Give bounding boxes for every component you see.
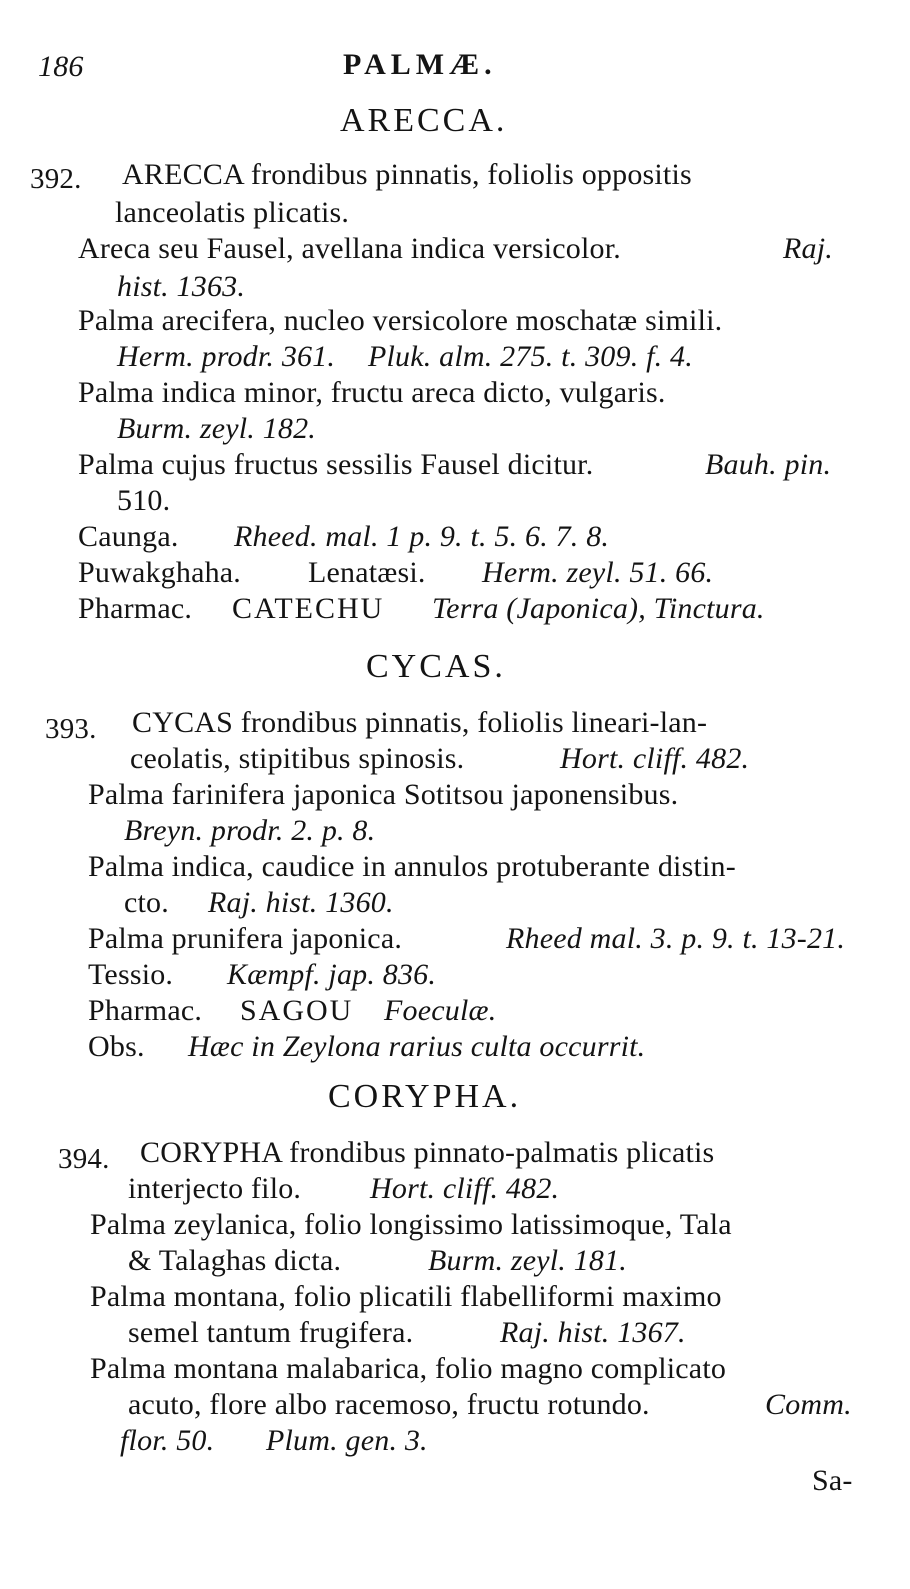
synonym-line: Palma zeylanica, folio longissimo latissimoque, Tala xyxy=(90,1208,732,1241)
reference: Hort. cliff. 482. xyxy=(370,1172,560,1205)
synonym-line: Palma montana, folio plicatili flabelliformi maximo xyxy=(90,1280,722,1313)
synonym-line: Lenatæsi. xyxy=(308,556,426,589)
synonym-line: Tessio. xyxy=(88,958,174,991)
synonym-line: & Talaghas dicta. xyxy=(128,1244,342,1277)
reference: Rheed mal. 3. p. 9. t. 13-21. xyxy=(506,922,846,955)
running-title: PALMÆ. xyxy=(343,48,497,81)
observation-text: Hæc in Zeylona rarius culta occurrit. xyxy=(188,1030,646,1063)
reference: 510. xyxy=(117,484,171,517)
reference: Kæmpf. jap. 836. xyxy=(227,958,437,991)
diagnosis-line: lanceolatis plicatis. xyxy=(115,196,350,229)
reference: hist. 1363. xyxy=(117,270,246,303)
reference: Rheed. mal. 1 p. 9. t. 5. 6. 7. 8. xyxy=(234,520,610,553)
reference: flor. 50. xyxy=(120,1424,215,1457)
genus-heading-arecca: ARECCA. xyxy=(340,102,508,139)
diagnosis-line: CYCAS frondibus pinnatis, foliolis lineari-lan- xyxy=(132,706,708,739)
diagnosis-line: ceolatis, stipitibus spinosis. xyxy=(130,742,465,775)
reference: Raj. hist. 1360. xyxy=(208,886,394,919)
reference: Burm. zeyl. 182. xyxy=(117,412,317,445)
synonym-line: Puwakghaha. xyxy=(78,556,241,589)
drug-forms: Foeculæ. xyxy=(384,994,497,1027)
synonym-line: Palma montana malabarica, folio magno complicato xyxy=(90,1352,727,1385)
synonym-line: Palma cujus fructus sessilis Fausel dicitur. xyxy=(78,448,594,481)
drug-name: CATECHU xyxy=(232,592,385,625)
pharmacy-label: Pharmac. xyxy=(88,994,203,1027)
reference: Herm. zeyl. 51. 66. xyxy=(482,556,714,589)
reference: Raj. xyxy=(783,232,833,265)
synonym-line: Palma arecifera, nucleo versicolore moschatæ simili. xyxy=(78,304,723,337)
reference: Raj. hist. 1367. xyxy=(500,1316,686,1349)
page-number: 186 xyxy=(38,50,84,83)
reference: Pluk. alm. 275. t. 309. f. 4. xyxy=(368,340,693,373)
diagnosis-line: ARECCA frondibus pinnatis, foliolis oppositis xyxy=(122,158,692,191)
diagnosis-line: interjecto filo. xyxy=(128,1172,302,1205)
reference: Herm. prodr. 361. xyxy=(117,340,336,373)
entry-number: 393. xyxy=(45,713,97,745)
synonym-line: semel tantum frugifera. xyxy=(128,1316,414,1349)
synonym-line: Areca seu Fausel, avellana indica versicolor. xyxy=(78,232,621,265)
entry-number: 392. xyxy=(30,163,82,195)
observation-label: Obs. xyxy=(88,1030,145,1063)
genus-heading-cycas: CYCAS. xyxy=(366,648,506,685)
synonym-line: Palma farinifera japonica Sotitsou japonensibus. xyxy=(88,778,679,811)
synonym-line: acuto, flore albo racemoso, fructu rotundo. xyxy=(128,1388,650,1421)
catchword: Sa- xyxy=(812,1464,853,1497)
synonym-line: Palma prunifera japonica. xyxy=(88,922,403,955)
synonym-line: cto. xyxy=(124,886,169,919)
reference: Bauh. pin. xyxy=(705,448,832,481)
drug-forms: Terra (Japonica), Tinctura. xyxy=(432,592,765,625)
entry-number: 394. xyxy=(58,1143,110,1175)
reference: Burm. zeyl. 181. xyxy=(428,1244,628,1277)
reference: Hort. cliff. 482. xyxy=(560,742,750,775)
reference: Plum. gen. 3. xyxy=(266,1424,428,1457)
drug-name: SAGOU xyxy=(240,994,354,1027)
pharmacy-label: Pharmac. xyxy=(78,592,193,625)
synonym-line: Palma indica minor, fructu areca dicto, vulgaris. xyxy=(78,376,666,409)
synonym-line: Palma indica, caudice in annulos protuberante distin- xyxy=(88,850,736,883)
synonym-line: Caunga. xyxy=(78,520,179,553)
genus-heading-corypha: CORYPHA. xyxy=(328,1078,522,1115)
reference: Breyn. prodr. 2. p. 8. xyxy=(124,814,376,847)
diagnosis-line: CORYPHA frondibus pinnato-palmatis plicatis xyxy=(140,1136,715,1169)
reference: Comm. xyxy=(765,1388,852,1421)
